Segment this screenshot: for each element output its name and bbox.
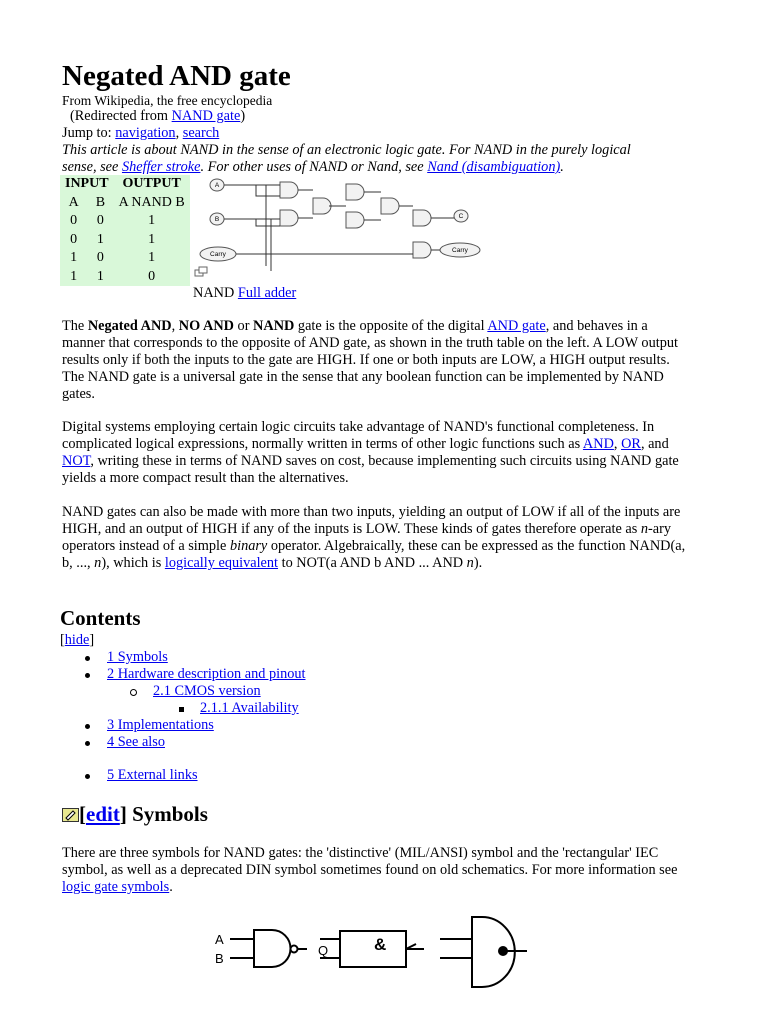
redirect-suffix: ) xyxy=(240,108,246,124)
text: to NOT(a AND b AND ... AND xyxy=(278,555,467,571)
text: ). xyxy=(473,555,483,571)
column-a: A xyxy=(68,194,79,210)
hatnote-text: sense, see xyxy=(62,159,122,175)
hatnote-text: . xyxy=(560,159,564,175)
gate-label-b: B xyxy=(215,951,224,966)
table-cell: 1 xyxy=(70,268,78,284)
table-cell: 1 xyxy=(96,231,104,247)
text: There are three symbols for NAND gates: the 'distinctive' (MIL/ANSI) symbol and the 'rectangular' IEC symbol, as well as a deprecated DIN symbol sometimes found on old schematics. For more information see xyxy=(62,845,678,878)
table-cell: 0 xyxy=(70,231,78,247)
text: The xyxy=(62,318,88,334)
diagram-label-carry-out: Carry xyxy=(452,247,468,254)
jump-sep: , xyxy=(175,125,183,141)
intro-paragraph-1 xyxy=(62,318,692,403)
nand-disambiguation-link[interactable]: Nand (disambiguation) xyxy=(427,159,561,175)
caption-text: NAND xyxy=(193,285,238,301)
bold-term: NO AND xyxy=(178,318,234,334)
bold-term: NAND xyxy=(253,318,295,334)
input-header: INPUT xyxy=(65,176,109,192)
redirect-note xyxy=(70,108,245,125)
table-cell: 0 xyxy=(96,213,104,229)
and-gate-link[interactable]: AND gate xyxy=(487,318,546,334)
text: or xyxy=(233,318,254,334)
bullet-icon xyxy=(85,774,90,779)
bullet-icon xyxy=(85,656,90,661)
text: NAND gates can also be made with more than two inputs, yielding an output of LOW if all of the inputs are HIGH, and an output of HIGH if any of the inputs is LOW. These kinds of gates therefore operate as xyxy=(62,504,681,537)
hatnote-text: . For other uses of NAND or Nand, see xyxy=(200,159,428,175)
gate-label-q: Q xyxy=(318,943,329,958)
bullet-icon xyxy=(85,673,90,678)
logic-gate-symbols-link[interactable]: logic gate symbols xyxy=(62,879,170,895)
table-cell: 1 xyxy=(148,250,156,266)
table-row xyxy=(60,249,190,268)
section-title: Symbols xyxy=(126,802,208,826)
circle-bullet-icon xyxy=(130,689,137,696)
toc-item-implementations[interactable]: 3 Implementations xyxy=(107,717,214,733)
bracket: ] xyxy=(119,802,127,826)
enlarge-icon[interactable] xyxy=(194,266,208,278)
navigation-link[interactable]: navigation xyxy=(115,125,176,141)
intro-paragraph-3 xyxy=(62,504,692,572)
table-cell: 1 xyxy=(148,231,156,247)
sheffer-stroke-link[interactable]: Sheffer stroke xyxy=(121,159,201,175)
truth-table xyxy=(60,175,190,286)
hide-link[interactable]: hide xyxy=(64,632,90,648)
diagram-label-b: B xyxy=(214,216,220,223)
table-cell: 0 xyxy=(70,213,78,229)
text: , xyxy=(171,318,179,334)
not-link[interactable]: NOT xyxy=(62,453,91,469)
full-adder-diagram[interactable] xyxy=(196,176,486,276)
italic-term: binary xyxy=(229,538,268,554)
toc-item-symbols[interactable]: 1 Symbols xyxy=(107,649,168,665)
toc-item-external-links[interactable]: 5 External links xyxy=(107,767,198,783)
text: ), which is xyxy=(101,555,165,571)
search-link[interactable]: search xyxy=(182,125,220,141)
italic-term: n xyxy=(94,555,102,571)
redirect-link[interactable]: NAND gate xyxy=(171,108,241,124)
table-cell: 1 xyxy=(70,250,78,266)
edit-pencil-icon[interactable] xyxy=(62,808,79,822)
italic-term: n xyxy=(466,555,474,571)
figure-caption xyxy=(193,285,296,302)
diagram-label-c: C xyxy=(458,213,464,220)
toc-item-see-also[interactable]: 4 See also xyxy=(107,734,165,750)
text: Digital systems employing certain logic circuits take advantage of NAND's functional completeness. In complicated logical expressions, normally written in terms of other logic functions such as xyxy=(62,419,655,452)
output-header: OUTPUT xyxy=(122,176,181,192)
bracket: [ xyxy=(60,632,65,648)
table-cell: 0 xyxy=(148,268,156,284)
table-row xyxy=(60,212,190,231)
text: . xyxy=(169,879,173,895)
gate-label-a: A xyxy=(215,932,224,947)
toc-item-hardware[interactable]: 2 Hardware description and pinout xyxy=(107,666,306,682)
contents-heading: Contents xyxy=(60,606,141,630)
bracket: ] xyxy=(89,632,95,648)
diagram-label-a: A xyxy=(214,182,220,189)
redirect-prefix: (Redirected from xyxy=(70,108,172,124)
full-adder-link[interactable]: Full adder xyxy=(237,285,297,301)
site-subtitle: From Wikipedia, the free encyclopedia xyxy=(62,93,273,108)
table-cell: 0 xyxy=(96,250,104,266)
bold-term: Negated AND xyxy=(87,318,172,334)
logically-equivalent-link[interactable]: logically equivalent xyxy=(164,555,279,571)
text: , xyxy=(613,436,622,452)
bracket: [ xyxy=(79,802,86,826)
page-title: Negated AND gate xyxy=(62,60,291,92)
truth-table-column-header xyxy=(60,194,190,213)
hatnote-line-1: This article is about NAND in the sense of an electronic logic gate. For NAND in the purely logical xyxy=(62,142,631,158)
jump-links xyxy=(62,125,219,142)
and-link[interactable]: AND xyxy=(582,436,614,452)
diagram-label-carry-in: Carry xyxy=(210,251,226,258)
table-row xyxy=(60,231,190,250)
text: , and behaves in a manner that corresponds to the opposite of AND gate, as shown in the truth table on the left. A LOW output results only if both the inputs to the gate are HIGH. If one or both inputs are LOW, a HIGH output results. The NAND gate is a universal gate in the sense that any boolean function can be implemented by NAND gates. xyxy=(62,318,678,402)
truth-table-group-header xyxy=(60,175,190,194)
table-row xyxy=(60,268,190,287)
gate-label-ampersand: & xyxy=(374,935,387,954)
or-link[interactable]: OR xyxy=(621,436,641,452)
toc-hide-toggle xyxy=(60,632,94,649)
column-b: B xyxy=(95,194,106,210)
italic-term: n xyxy=(640,521,649,537)
column-nand: A NAND B xyxy=(118,194,185,210)
bullet-icon xyxy=(85,741,90,746)
symbols-paragraph xyxy=(62,845,692,896)
edit-link[interactable]: edit xyxy=(86,802,120,826)
symbols-heading xyxy=(62,802,208,826)
bullet-icon xyxy=(85,724,90,729)
toc-item-availability[interactable]: 2.1.1 Availability xyxy=(200,700,299,716)
square-bullet-icon xyxy=(179,707,184,712)
text: gate is the opposite of the digital xyxy=(294,318,488,334)
text: , writing these in terms of NAND saves on cost, because implementing such circuits using NAND gate yields a more compact result than the alternatives. xyxy=(62,453,679,486)
table-cell: 1 xyxy=(96,268,104,284)
text: operator. Algebraically, these can be expressed as the function NAND(a, b, ..., xyxy=(62,538,686,571)
toc-item-cmos[interactable]: 2.1 CMOS version xyxy=(153,683,261,699)
jump-prefix: Jump to: xyxy=(62,125,116,141)
table-cell: 1 xyxy=(148,213,156,229)
hatnote-line-2 xyxy=(62,159,564,176)
nand-symbols-figure xyxy=(210,912,540,992)
intro-paragraph-2 xyxy=(62,419,692,487)
text: , and xyxy=(640,436,669,452)
text: -ary operators instead of a simple xyxy=(62,521,672,554)
